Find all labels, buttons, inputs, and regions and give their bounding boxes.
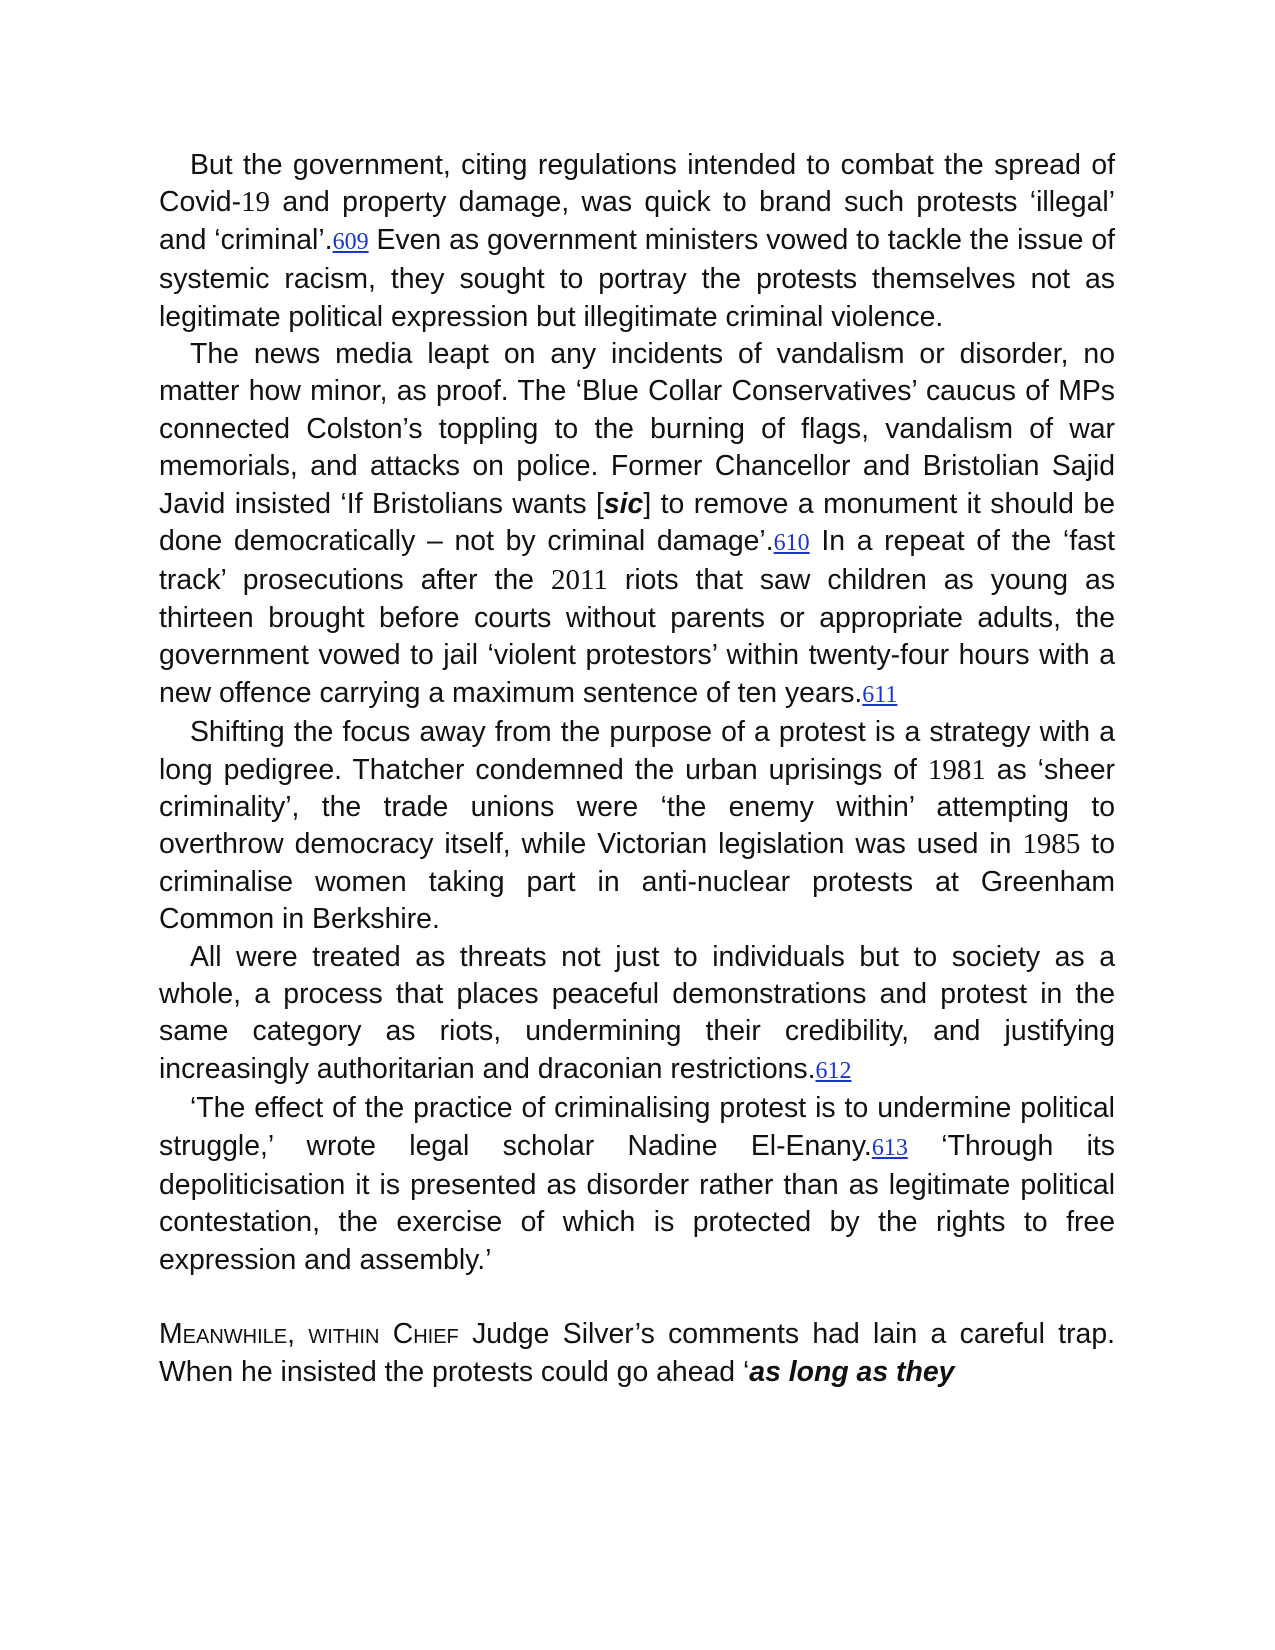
footnote-link-609[interactable]: 609 <box>332 228 369 255</box>
document-page <box>159 147 1115 1391</box>
paragraph-3: Shifting the focus away from the purpose of a protest is a strategy with a long pedigree. Thatcher condemned the urban uprisings of 1981 as ‘sheer criminality’, the trade unions were ‘the enemy within’ attempting to overthrow democracy itself, while Victorian legislation was used in 1985 to criminalise women taking part in anti-nuclear protests at Greenham Common in Berkshire. <box>159 716 1115 936</box>
section-lead-in: Meanwhile, within Chief <box>159 1318 459 1351</box>
year-number: 2011 <box>550 564 608 597</box>
paragraph-6: Meanwhile, within Chief Judge Silver’s comments had lain a careful trap. When he insisted the protests could go ahead ‘as long as they <box>159 1318 1115 1388</box>
paragraph-1: But the government, citing regulations intended to combat the spread of Covid-19 and property damage, was quick to brand such protests ‘illegal’ and ‘criminal’.609 Even as government ministers vowed to tackle the issue of systemic racism, they sought to portray the protests themselves not as legitimate political expression but illegitimate criminal violence. <box>159 149 1116 333</box>
footnote-link-610[interactable]: 610 <box>773 530 810 557</box>
year-number: 19 <box>241 186 271 219</box>
paragraph-2: The news media leapt on any incidents of vandalism or disorder, no matter how minor, as proof. The ‘Blue Collar Conservatives’ caucus of MPs connected Colston’s toppling to the burning of flags, vandalism of war memorials, and attacks on police. Former Chancellor and Bristolian Sajid Javid insisted ‘If Bristolians wants [sic] to remove a monument it should be done democratically – not by criminal damage’.610 In a repeat of the ‘fast track’ prosecutions after the 2011 riots that saw children as young as thirteen brought before courts without parents or appropriate adults, the government vowed to jail ‘violent protestors’ within twenty-four hours with a new offence carrying a maximum sentence of ten years.611 <box>159 338 1116 709</box>
emphasis-text: as long as they <box>749 1355 955 1388</box>
sic-note: sic <box>603 487 644 520</box>
year-number: 1981 <box>927 753 986 786</box>
year-number: 1985 <box>1022 828 1081 861</box>
footnote-link-612[interactable]: 612 <box>815 1057 852 1084</box>
footnote-link-611[interactable]: 611 <box>862 681 898 708</box>
paragraph-5: ‘The effect of the practice of criminalising protest is to undermine political struggle,’ wrote legal scholar Nadine El-Enany.613 ‘Through its depoliticisation it is presented as disorder rather than as legitimate political contestation, the exercise of which is protected by the rights to free expression and assembly.’ <box>159 1092 1115 1276</box>
paragraph-4: All were treated as threats not just to individuals but to society as a whole, a process that places peaceful demonstrations and protest in the same category as riots, undermining their credibility, and justifying increasingly authoritarian and draconian restrictions.612 <box>159 940 1115 1085</box>
footnote-link-613[interactable]: 613 <box>871 1134 908 1161</box>
section-break <box>159 1279 1115 1316</box>
